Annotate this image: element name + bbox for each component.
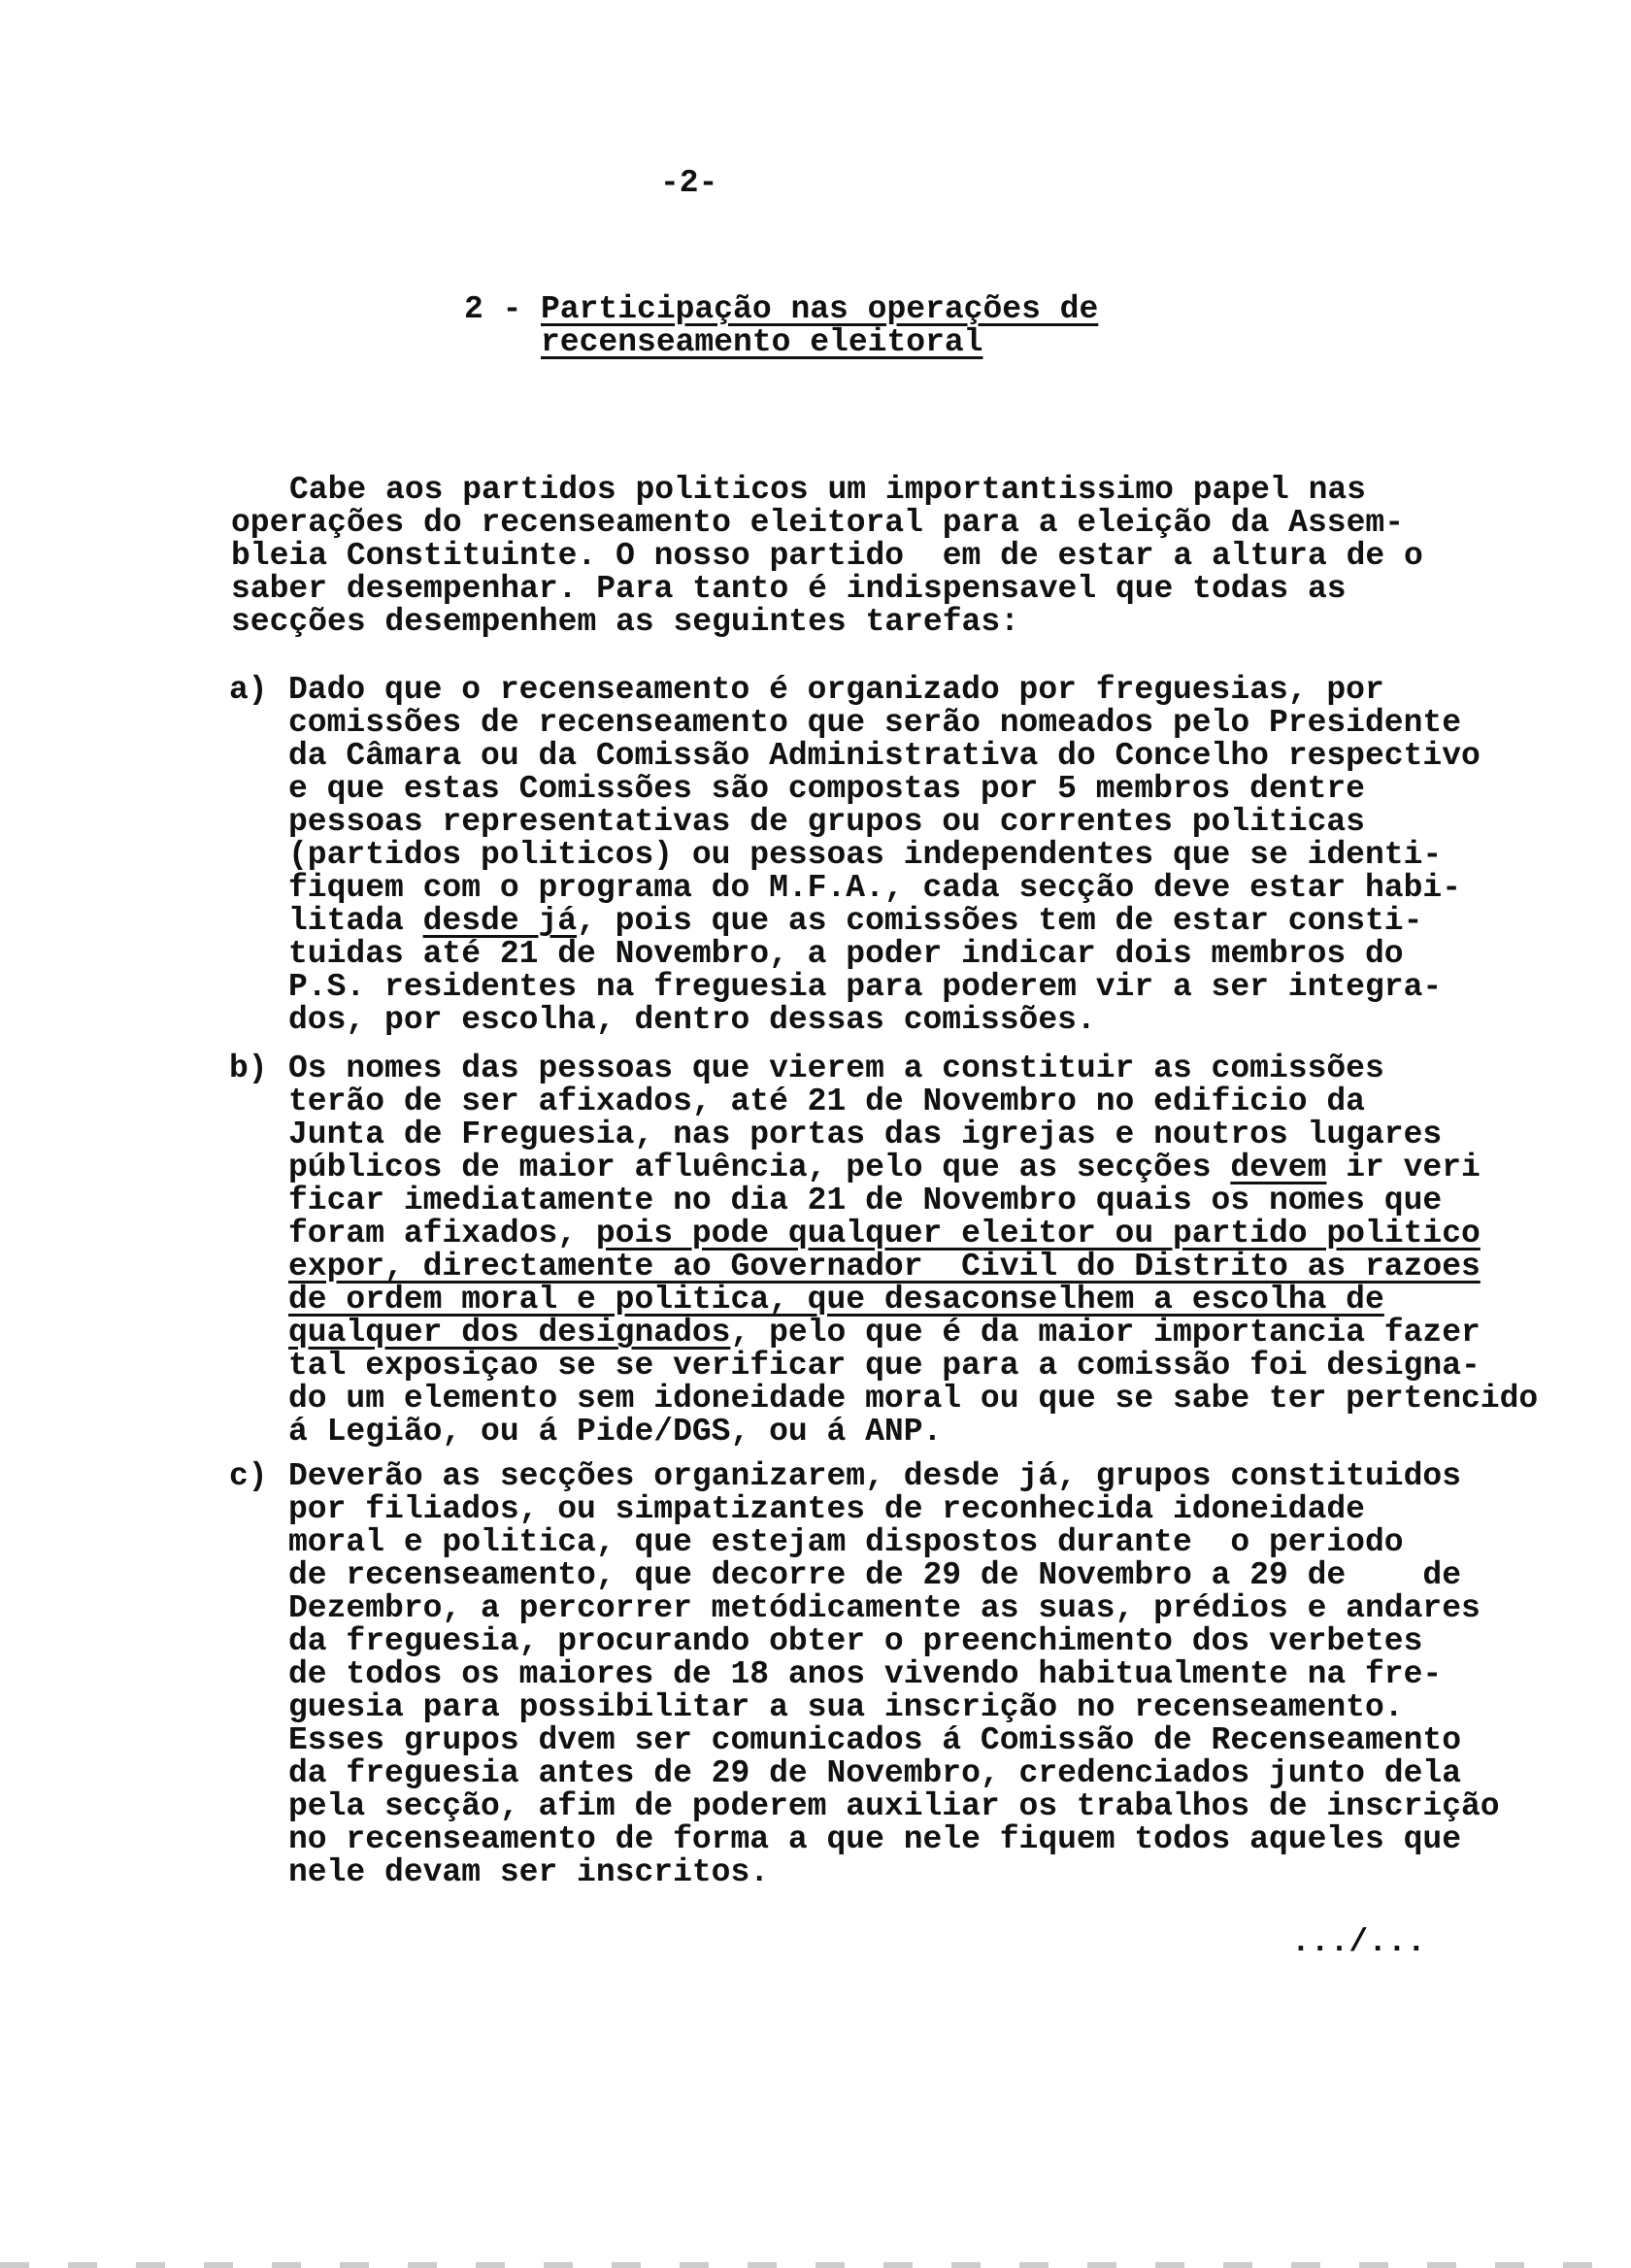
text-line bbox=[288, 1317, 1481, 1350]
text-segment: de todos os maiores de 18 anos vivendo habitualmente na fre- bbox=[288, 1656, 1443, 1692]
text-line bbox=[288, 1757, 1461, 1790]
text-line bbox=[288, 905, 1422, 938]
text-line bbox=[288, 1493, 1365, 1526]
text-segment: Dezembro, a percorrer metódicamente as suas, prédios e andares bbox=[288, 1590, 1481, 1626]
text-line bbox=[288, 839, 1442, 872]
text-segment: comissões de recenseamento que serão nomeados pelo Presidente bbox=[288, 705, 1461, 741]
text-segment: Cabe aos partidos politicos um importantissimo papel nas bbox=[289, 472, 1366, 508]
text-segment: saber desempenhar. Para tanto é indispensavel que todas as bbox=[231, 571, 1347, 607]
text-line bbox=[288, 1184, 1442, 1217]
heading-line: Participação nas operações de bbox=[541, 291, 1099, 327]
text-line bbox=[288, 872, 1461, 905]
underlined-text: devem bbox=[1230, 1150, 1327, 1185]
text-line bbox=[231, 540, 1423, 573]
text-line bbox=[288, 1004, 1096, 1037]
text-segment: , pois que as comissões tem de estar consti- bbox=[577, 903, 1423, 939]
text-line bbox=[288, 938, 1404, 971]
text-line bbox=[288, 1724, 1461, 1757]
text-line bbox=[288, 1416, 942, 1449]
text-line bbox=[288, 1350, 1481, 1383]
text-segment: moral e politica, que estejam dispostos durante o periodo bbox=[288, 1524, 1404, 1560]
text-segment: de recenseamento, que decorre de 29 de Novembro a 29 de de bbox=[288, 1557, 1461, 1593]
page-number: -2- bbox=[660, 165, 718, 201]
list-item-label: c) bbox=[229, 1458, 268, 1494]
text-segment: secções desempenhem as seguintes tarefas: bbox=[231, 604, 1019, 640]
text-line bbox=[288, 740, 1481, 773]
underlined-text: qualquer dos designados bbox=[288, 1315, 731, 1351]
text-segment: bleia Constituinte. O nosso partido em de estar a altura de o bbox=[231, 538, 1423, 574]
text-segment: tal exposiçao se se verificar que para a comissão foi designa- bbox=[288, 1348, 1481, 1384]
text-segment: Deverão as secções organizarem, desde já, grupos constituidos bbox=[288, 1458, 1461, 1494]
text-segment: P.S. residentes na freguesia para poderem vir a ser integra- bbox=[288, 969, 1443, 1005]
text-line bbox=[288, 1085, 1365, 1118]
underlined-text: desde já bbox=[422, 903, 578, 939]
text-segment: terão de ser afixados, até 21 de Novembro no edificio da bbox=[288, 1084, 1365, 1119]
text-line bbox=[288, 1460, 1461, 1493]
text-segment: operações do recenseamento eleitoral para a eleição da Assem- bbox=[231, 505, 1404, 541]
text-segment: da freguesia, procurando obter o preenchimento dos verbetes bbox=[288, 1623, 1423, 1659]
text-line bbox=[231, 606, 1019, 639]
text-line bbox=[288, 773, 1365, 806]
text-line bbox=[288, 1625, 1422, 1658]
list-item-label: b) bbox=[229, 1051, 268, 1086]
text-line bbox=[289, 474, 1366, 507]
text-line bbox=[288, 1118, 1442, 1151]
heading-line: recenseamento eleitoral bbox=[541, 324, 983, 360]
text-line bbox=[288, 1790, 1500, 1823]
text-segment: por filiados, ou simpatizantes de reconhecida idoneidade bbox=[288, 1491, 1365, 1527]
continuation-mark: .../... bbox=[1291, 1924, 1426, 1960]
text-segment: públicos de maior afluência, pelo que as secções bbox=[288, 1150, 1231, 1185]
text-segment: ir veri bbox=[1326, 1150, 1481, 1185]
text-segment: pessoas representativas de grupos ou correntes politicas bbox=[288, 804, 1365, 840]
text-line bbox=[288, 1592, 1481, 1625]
text-segment: do um elemento sem idoneidade moral ou que se sabe ter pertencido bbox=[288, 1381, 1539, 1417]
text-line bbox=[288, 1658, 1442, 1691]
text-segment: Dado que o recenseamento é organizado por freguesias, por bbox=[288, 672, 1384, 708]
underlined-text: expor, directamente ao Governador Civil do Distrito as razoes bbox=[288, 1249, 1481, 1284]
text-line bbox=[288, 1691, 1404, 1724]
text-line bbox=[288, 1823, 1461, 1856]
text-segment: da Câmara ou da Comissão Administrativa do Concelho respectivo bbox=[288, 738, 1481, 774]
text-line bbox=[288, 806, 1365, 839]
text-line bbox=[288, 1217, 1481, 1251]
text-line bbox=[288, 1284, 1384, 1317]
heading-number: 2 - bbox=[464, 291, 542, 327]
text-segment: foram afixados, bbox=[288, 1216, 596, 1251]
text-segment: fiquem com o programa do M.F.A., cada secção deve estar habi- bbox=[288, 870, 1461, 906]
text-segment: tuidas até 21 de Novembro, a poder indicar dois membros do bbox=[288, 936, 1404, 972]
scan-edge-artifact bbox=[0, 2262, 1631, 2268]
text-line bbox=[288, 1526, 1404, 1559]
text-line bbox=[288, 1856, 769, 1889]
text-line bbox=[288, 674, 1384, 707]
text-line bbox=[231, 573, 1347, 606]
text-segment: guesia para possibilitar a sua inscrição no recenseamento. bbox=[288, 1689, 1404, 1725]
text-segment: ficar imediatamente no dia 21 de Novembro quais os nomes que bbox=[288, 1183, 1443, 1218]
text-segment: (partidos politicos) ou pessoas independentes que se identi- bbox=[288, 837, 1443, 873]
text-line bbox=[288, 971, 1442, 1004]
text-segment: da freguesia antes de 29 de Novembro, credenciados junto dela bbox=[288, 1755, 1461, 1791]
underlined-text: de ordem moral e politica, que desaconselhem a escolha de bbox=[288, 1282, 1384, 1317]
text-line bbox=[288, 1559, 1461, 1592]
text-line bbox=[288, 1383, 1538, 1416]
text-segment: , pelo que é da maior importancia fazer bbox=[730, 1315, 1481, 1351]
text-line bbox=[288, 1251, 1481, 1284]
text-segment: pela secção, afim de poderem auxiliar os trabalhos de inscrição bbox=[288, 1788, 1500, 1824]
text-line bbox=[288, 1052, 1384, 1085]
text-line bbox=[288, 707, 1461, 740]
text-segment: no recenseamento de forma a que nele fiquem todos aqueles que bbox=[288, 1821, 1461, 1857]
text-segment: Esses grupos dvem ser comunicados á Comissão de Recenseamento bbox=[288, 1722, 1461, 1758]
text-line bbox=[231, 507, 1404, 540]
list-item-label: a) bbox=[229, 672, 268, 708]
text-segment: nele devam ser inscritos. bbox=[288, 1854, 770, 1890]
text-segment: Junta de Freguesia, nas portas das igrejas e noutros lugares bbox=[288, 1117, 1443, 1152]
text-segment: e que estas Comissões são compostas por 5 membros dentre bbox=[288, 771, 1365, 807]
underlined-text: pois pode qualquer eleitor ou partido politico bbox=[595, 1216, 1481, 1251]
text-segment: dos, por escolha, dentro dessas comissões. bbox=[288, 1002, 1096, 1038]
text-segment: á Legião, ou á Pide/DGS, ou á ANP. bbox=[288, 1414, 943, 1450]
text-segment: Os nomes das pessoas que vierem a constituir as comissões bbox=[288, 1051, 1384, 1086]
text-segment: litada bbox=[288, 903, 423, 939]
text-line bbox=[288, 1151, 1481, 1184]
